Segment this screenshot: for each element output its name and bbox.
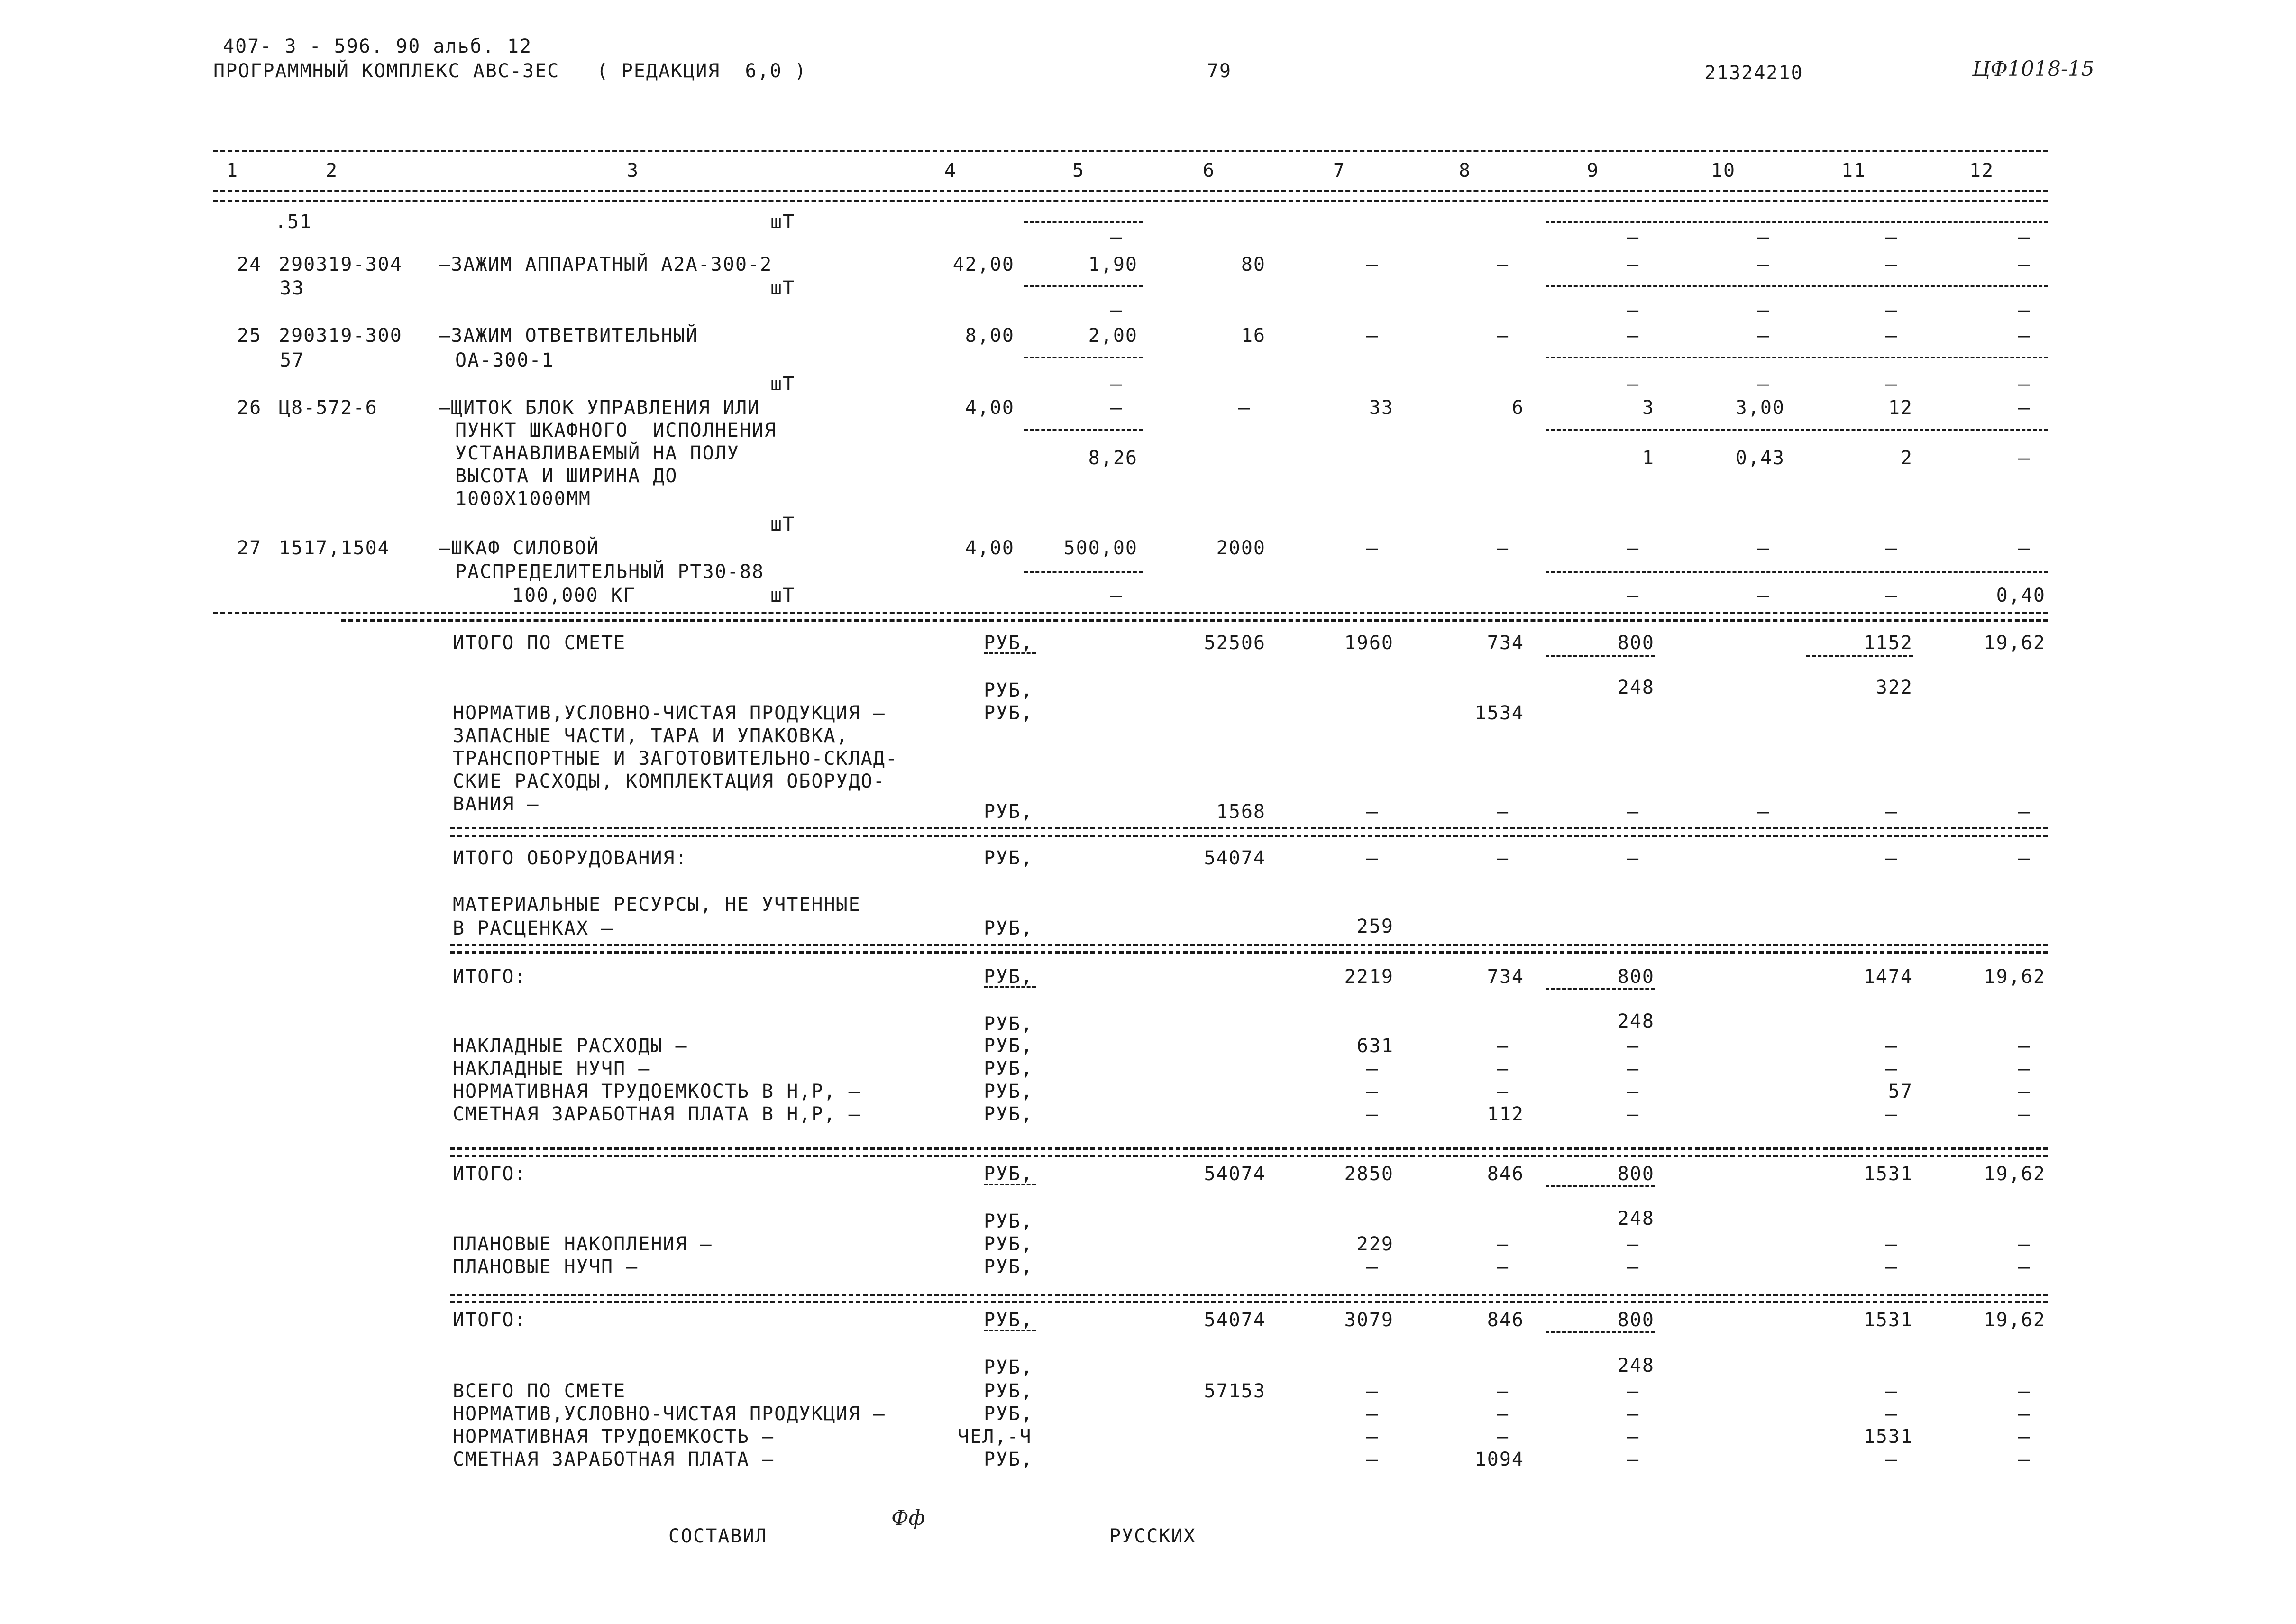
quantity: 42,00 [952, 254, 1015, 275]
grand-total-label: НОРМАТИВ,УСЛОВНО-ЧИСТАЯ ПРОДУКЦИЯ – [453, 1403, 886, 1425]
dash-mark: – [1885, 1233, 1898, 1255]
summary-c11: 1531 [1863, 1163, 1913, 1185]
dash-mark: – [1366, 1426, 1379, 1448]
dash-mark: – [1366, 1403, 1379, 1425]
dash-mark: – [1885, 847, 1898, 869]
unit: шТ [770, 277, 796, 299]
separator-rule [1546, 357, 2048, 358]
unit-currency: РУБ, [984, 1081, 1034, 1102]
dash-mark: – [2018, 373, 2031, 395]
dash-mark: – [2018, 847, 2031, 869]
total-cost: 16 [1241, 325, 1266, 347]
overhead-label: НАКЛАДНЫЕ РАСХОДЫ – [453, 1035, 688, 1057]
col10-value-2: 0,43 [1735, 447, 1785, 469]
dash-mark: – [1496, 1426, 1509, 1448]
dash-mark: – [1885, 1449, 1898, 1470]
unit: шТ [770, 211, 796, 233]
separator-rule [213, 190, 2048, 192]
summary-c12: 19,62 [1984, 966, 2046, 988]
item-name: –ЗАЖИМ АППАРАТНЫЙ А2А-300-2 [439, 254, 773, 275]
item-name-continued: РАСПРЕДЕЛИТЕЛЬНЫЙ РТ30-88 [455, 561, 765, 583]
dash-mark: – [1627, 1103, 1640, 1125]
dash-mark: – [1496, 1256, 1509, 1278]
dash-mark: – [1496, 1081, 1509, 1102]
dash-mark: – [1366, 1449, 1379, 1470]
separator-rule [450, 1294, 2048, 1296]
dash-mark: – [2018, 397, 2031, 419]
dash-mark: – [1627, 299, 1640, 321]
summary-c11-2: 322 [1875, 677, 1913, 698]
separator-rule [1546, 285, 2048, 287]
dash-mark: – [2018, 447, 2031, 469]
dash-mark: – [1627, 226, 1640, 248]
dash-mark: – [2018, 537, 2031, 559]
separator-rule [1546, 571, 2048, 573]
summary-label: ИТОГО ПО СМЕТЕ [453, 632, 626, 654]
dash-mark: – [2018, 299, 2031, 321]
dash-mark: – [1627, 1426, 1640, 1448]
unit: ЧЕЛ,-Ч [958, 1426, 1032, 1448]
summary-c7: 3079 [1344, 1309, 1394, 1331]
dash-mark: – [1885, 254, 1898, 275]
summary-c7: 2850 [1344, 1163, 1394, 1185]
item-number: 24 [237, 254, 262, 275]
col12-value-2: 0,40 [1996, 585, 2046, 606]
summary-c11: 1531 [1863, 1309, 1913, 1331]
overhead-label: НАКЛАДНЫЕ НУЧП – [453, 1058, 651, 1080]
separator-rule [450, 951, 2048, 954]
page-number: 79 [1207, 60, 1232, 82]
dash-mark: – [1110, 373, 1123, 395]
separator-rule [213, 200, 2048, 202]
overhead-c11: 57 [1888, 1081, 1913, 1102]
normativ-line: ВАНИЯ – [453, 793, 540, 815]
grand-total-label: СМЕТНАЯ ЗАРАБОТНАЯ ПЛАТА – [453, 1449, 775, 1470]
summary-c12: 19,62 [1984, 1163, 2046, 1185]
unit: шТ [770, 514, 796, 535]
item-code-tail: 33 [280, 277, 305, 299]
dash-mark: – [2018, 1081, 2031, 1102]
grand-total-c6: 57153 [1204, 1380, 1266, 1402]
item-name-line: –ЩИТОК БЛОК УПРАВЛЕНИЯ ИЛИ [439, 397, 760, 419]
dash-mark: – [1885, 1256, 1898, 1278]
unit: шТ [770, 373, 796, 395]
separator-rule [450, 827, 2048, 829]
dash-mark: – [1627, 1403, 1640, 1425]
item-code-tail: 57 [280, 349, 305, 371]
column-header-7: 7 [1333, 160, 1346, 182]
separator-rule [450, 1155, 2048, 1157]
unit: РУБ, [984, 1380, 1034, 1402]
dash-mark: – [1757, 373, 1770, 395]
dash-mark: – [1366, 254, 1379, 275]
separator-rule [450, 944, 2048, 946]
dash-mark: – [1366, 1380, 1379, 1402]
separator-rule [1024, 429, 1143, 431]
dash-mark: – [1238, 397, 1251, 419]
unit: РУБ, [984, 1403, 1034, 1425]
grand-total-c8: 1094 [1474, 1449, 1524, 1470]
separator-rule [1546, 1185, 1655, 1187]
grand-total-label: НОРМАТИВНАЯ ТРУДОЕМКОСТЬ – [453, 1426, 775, 1448]
dash-mark: – [1496, 325, 1509, 347]
signature: Фф [891, 1506, 925, 1530]
machine-cost: 6 [1511, 397, 1524, 419]
material-c7: 259 [1356, 916, 1394, 937]
dash-mark: – [1757, 226, 1770, 248]
separator-rule [984, 986, 1036, 988]
dash-mark: – [1496, 1058, 1509, 1080]
item-number: 27 [237, 537, 262, 559]
column-header-2: 2 [325, 160, 338, 182]
dash-mark: – [1496, 801, 1509, 823]
dash-mark: – [1366, 801, 1379, 823]
composed-by-label: СОСТАВИЛ [668, 1525, 768, 1547]
dash-mark: – [2018, 1449, 2031, 1470]
summary-c12: 19,62 [1984, 632, 2046, 654]
column-header-1: 1 [226, 160, 239, 182]
unit-price: 500,00 [1063, 537, 1138, 559]
normativ-c8: 1534 [1474, 702, 1524, 724]
unit-price: 1,90 [1088, 254, 1138, 275]
column-header-8: 8 [1458, 160, 1472, 182]
unit: РУБ, [984, 1449, 1034, 1470]
item-code: 290319-304 [279, 254, 402, 275]
dash-mark: – [1885, 537, 1898, 559]
dash-mark: – [1366, 1256, 1379, 1278]
separator-rule [1024, 571, 1143, 573]
normativ-line: СКИЕ РАСХОДЫ, КОМПЛЕКТАЦИЯ ОБОРУДО- [453, 771, 886, 792]
dash-mark: – [1627, 801, 1640, 823]
item-code: 290319-300 [279, 325, 402, 347]
dash-mark: – [1627, 1081, 1640, 1102]
summary-c8: 846 [1487, 1163, 1524, 1185]
separator-rule [450, 1301, 2048, 1303]
dash-mark: – [1627, 847, 1640, 869]
summary-label: ИТОГО ОБОРУДОВАНИЯ: [453, 847, 688, 869]
unit-price: 2,00 [1088, 325, 1138, 347]
column-header-11: 11 [1841, 160, 1866, 182]
dash-mark: – [1885, 299, 1898, 321]
summary-c7: 2219 [1344, 966, 1394, 988]
separator-rule [1546, 221, 2048, 223]
unit-price-2: 8,26 [1088, 447, 1138, 469]
dash-mark: – [1627, 1233, 1640, 1255]
separator-rule [1024, 221, 1143, 223]
unit-currency: РУБ, [984, 801, 1034, 823]
item-name-line: УСТАНАВЛИВАЕМЫЙ НА ПОЛУ [455, 442, 740, 464]
separator-rule [1024, 357, 1143, 358]
summary-c6: 54074 [1204, 1309, 1266, 1331]
archive-stamp: ЦФ1018-15 [1972, 57, 2095, 81]
unit-currency: РУБ, [984, 1233, 1034, 1255]
dash-mark: – [1366, 847, 1379, 869]
column-header-3: 3 [626, 160, 640, 182]
summary-c9: 800 [1617, 1163, 1655, 1185]
unit-currency: РУБ, [984, 679, 1034, 701]
summary-c12: 19,62 [1984, 1309, 2046, 1331]
dash-mark: – [1885, 585, 1898, 606]
separator-rule [1024, 285, 1143, 287]
item-code: 1517,1504 [279, 537, 390, 559]
dash-mark: – [1496, 1380, 1509, 1402]
dash-mark: – [1757, 801, 1770, 823]
dash-mark: – [1366, 1081, 1379, 1102]
plan-label: ПЛАНОВЫЕ НАКОПЛЕНИЯ – [453, 1233, 713, 1255]
dash-mark: – [1757, 537, 1770, 559]
quantity: 4,00 [965, 397, 1015, 419]
dash-mark: – [1627, 1449, 1640, 1470]
column-header-5: 5 [1072, 160, 1085, 182]
grand-total-label: ВСЕГО ПО СМЕТЕ [453, 1380, 626, 1402]
album-code: 407- 3 - 596. 90 альб. 12 [223, 36, 532, 57]
dash-mark: – [2018, 1426, 2031, 1448]
separator-rule [1546, 655, 1655, 657]
dash-mark: – [2018, 1058, 2031, 1080]
total-cost: 2000 [1216, 537, 1266, 559]
item-code-tail: .51 [275, 211, 312, 233]
item-code: Ц8-572-6 [279, 397, 378, 419]
item-name: –ШКАФ СИЛОВОЙ [439, 537, 600, 559]
normativ-line: ТРАНСПОРТНЫЕ И ЗАГОТОВИТЕЛЬНО-СКЛАД- [453, 748, 898, 770]
dash-mark: – [1110, 226, 1123, 248]
summary-c9: 800 [1617, 966, 1655, 988]
summary-label: ИТОГО: [453, 1309, 527, 1331]
col11-value: 12 [1888, 397, 1913, 419]
unit-currency: РУБ, [984, 1103, 1034, 1125]
col11-value-2: 2 [1900, 447, 1913, 469]
dash-mark: – [2018, 1233, 2031, 1255]
document-code: 21324210 [1704, 62, 1803, 84]
separator-rule [1806, 655, 1913, 657]
dash-mark: – [2018, 226, 2031, 248]
separator-rule [341, 619, 2048, 622]
column-header-4: 4 [944, 160, 957, 182]
plan-label: ПЛАНОВЫЕ НУЧП – [453, 1256, 639, 1278]
summary-label: ИТОГО: [453, 966, 527, 988]
unit-currency: РУБ, [984, 847, 1034, 869]
summary-c6: 52506 [1204, 632, 1266, 654]
unit-currency: РУБ, [984, 1163, 1034, 1185]
separator-rule [1546, 429, 2048, 431]
dash-mark: – [1110, 397, 1123, 419]
summary-c9: 800 [1617, 1309, 1655, 1331]
dash-mark: – [1496, 537, 1509, 559]
overhead-label: НОРМАТИВНАЯ ТРУДОЕМКОСТЬ В Н,Р, – [453, 1081, 861, 1102]
dash-mark: – [1627, 537, 1640, 559]
dash-mark: – [1885, 325, 1898, 347]
separator-rule [213, 150, 2048, 152]
komplekt-c6: 1568 [1216, 801, 1266, 823]
separator-rule [450, 1147, 2048, 1150]
dash-mark: – [1885, 1103, 1898, 1125]
dash-mark: – [1496, 1035, 1509, 1057]
dash-mark: – [1627, 1256, 1640, 1278]
separator-rule [984, 652, 1036, 654]
dash-mark: – [1885, 1380, 1898, 1402]
composer-name: РУССКИХ [1109, 1525, 1196, 1547]
separator-rule [1546, 988, 1655, 990]
col9-value: 3 [1642, 397, 1655, 419]
summary-c7: 1960 [1344, 632, 1394, 654]
summary-c9: 800 [1617, 632, 1655, 654]
dash-mark: – [1757, 585, 1770, 606]
unit-currency: РУБ, [984, 632, 1034, 654]
dash-mark: – [1110, 299, 1123, 321]
dash-mark: – [1885, 1403, 1898, 1425]
dash-mark: – [1627, 254, 1640, 275]
unit-currency: РУБ, [984, 1357, 1034, 1378]
summary-label: ИТОГО: [453, 1163, 527, 1185]
summary-c9-2: 248 [1617, 1010, 1655, 1032]
dash-mark: – [1366, 1103, 1379, 1125]
quantity: 4,00 [965, 537, 1015, 559]
column-header-12: 12 [1969, 160, 1994, 182]
plan-c7: 229 [1356, 1233, 1394, 1255]
dash-mark: – [2018, 325, 2031, 347]
summary-c9-2: 248 [1617, 677, 1655, 698]
dash-mark: – [2018, 254, 2031, 275]
separator-rule [1546, 1331, 1655, 1333]
col9-value-2: 1 [1642, 447, 1655, 469]
dash-mark: – [1627, 1035, 1640, 1057]
unit-currency: РУБ, [984, 1309, 1034, 1331]
dash-mark: – [1366, 1058, 1379, 1080]
summary-c8: 846 [1487, 1309, 1524, 1331]
item-name-line: ПУНКТ ШКАФНОГО ИСПОЛНЕНИЯ [455, 420, 777, 441]
summary-c8: 734 [1487, 632, 1524, 654]
unit: шТ [770, 585, 796, 606]
dash-mark: – [2018, 1403, 2031, 1425]
summary-c9-2: 248 [1617, 1355, 1655, 1376]
col10-value: 3,00 [1735, 397, 1785, 419]
separator-rule [984, 1184, 1036, 1185]
item-name: –ЗАЖИМ ОТВЕТВИТЕЛЬНЫЙ [439, 325, 698, 347]
dash-mark: – [1627, 1380, 1640, 1402]
material-label-line: МАТЕРИАЛЬНЫЕ РЕСУРСЫ, НЕ УЧТЕННЫЕ [453, 894, 861, 916]
column-header-10: 10 [1711, 160, 1736, 182]
unit-currency: РУБ, [984, 1013, 1034, 1035]
separator-rule [450, 835, 2048, 837]
dash-mark: – [1885, 226, 1898, 248]
dash-mark: – [1496, 1403, 1509, 1425]
dash-mark: – [1110, 585, 1123, 606]
grand-total-c11: 1531 [1863, 1426, 1913, 1448]
separator-rule [984, 1330, 1036, 1331]
labor-cost: 33 [1369, 397, 1394, 419]
column-header-6: 6 [1202, 160, 1216, 182]
dash-mark: – [1496, 1233, 1509, 1255]
dash-mark: – [1627, 585, 1640, 606]
dash-mark: – [1757, 299, 1770, 321]
dash-mark: – [1757, 325, 1770, 347]
unit-currency: РУБ, [984, 1211, 1034, 1232]
program-title: ПРОГРАММНЫЙ КОМПЛЕКС АВС-3ЕС ( РЕДАКЦИЯ 6,0 ) [213, 60, 807, 82]
material-label-line: В РАСЦЕНКАХ – [453, 918, 614, 939]
normativ-line: НОРМАТИВ,УСЛОВНО-ЧИСТАЯ ПРОДУКЦИЯ – [453, 702, 886, 724]
dash-mark: – [2018, 1380, 2031, 1402]
dash-mark: – [1885, 801, 1898, 823]
summary-c8: 734 [1487, 966, 1524, 988]
item-name-line: ВЫСОТА И ШИРИНА ДО [455, 465, 678, 487]
dash-mark: – [1627, 325, 1640, 347]
item-name-continued: ОА-300-1 [455, 349, 554, 371]
dash-mark: – [2018, 1103, 2031, 1125]
unit-currency: РУБ, [984, 702, 1034, 724]
unit-currency: РУБ, [984, 1058, 1034, 1080]
overhead-c8: 112 [1487, 1103, 1524, 1125]
unit-currency: РУБ, [984, 966, 1034, 988]
column-header-9: 9 [1586, 160, 1600, 182]
summary-c6: 54074 [1204, 847, 1266, 869]
dash-mark: – [1496, 254, 1509, 275]
separator-rule [213, 612, 2048, 614]
dash-mark: – [1757, 254, 1770, 275]
item-number: 25 [237, 325, 262, 347]
dash-mark: – [2018, 1035, 2031, 1057]
item-weight: 100,000 КГ [512, 585, 636, 606]
overhead-label: СМЕТНАЯ ЗАРАБОТНАЯ ПЛАТА В Н,Р, – [453, 1103, 861, 1125]
dash-mark: – [1885, 1058, 1898, 1080]
dash-mark: – [1496, 847, 1509, 869]
dash-mark: – [1627, 373, 1640, 395]
unit-currency: РУБ, [984, 1256, 1034, 1278]
item-name-line: 1000Х1000ММ [455, 488, 591, 510]
overhead-c7: 631 [1356, 1035, 1394, 1057]
summary-c11: 1152 [1863, 632, 1913, 654]
dash-mark: – [1885, 373, 1898, 395]
dash-mark: – [1366, 325, 1379, 347]
dash-mark: – [2018, 1256, 2031, 1278]
summary-c9-2: 248 [1617, 1208, 1655, 1229]
dash-mark: – [1627, 1058, 1640, 1080]
unit-currency: РУБ, [984, 1035, 1034, 1057]
total-cost: 80 [1241, 254, 1266, 275]
normativ-line: ЗАПАСНЫЕ ЧАСТИ, ТАРА И УПАКОВКА, [453, 725, 849, 747]
unit-currency: РУБ, [984, 918, 1034, 939]
dash-mark: – [2018, 801, 2031, 823]
summary-c6: 54074 [1204, 1163, 1266, 1185]
quantity: 8,00 [965, 325, 1015, 347]
summary-c11: 1474 [1863, 966, 1913, 988]
dash-mark: – [1885, 1035, 1898, 1057]
item-number: 26 [237, 397, 262, 419]
dash-mark: – [1366, 537, 1379, 559]
